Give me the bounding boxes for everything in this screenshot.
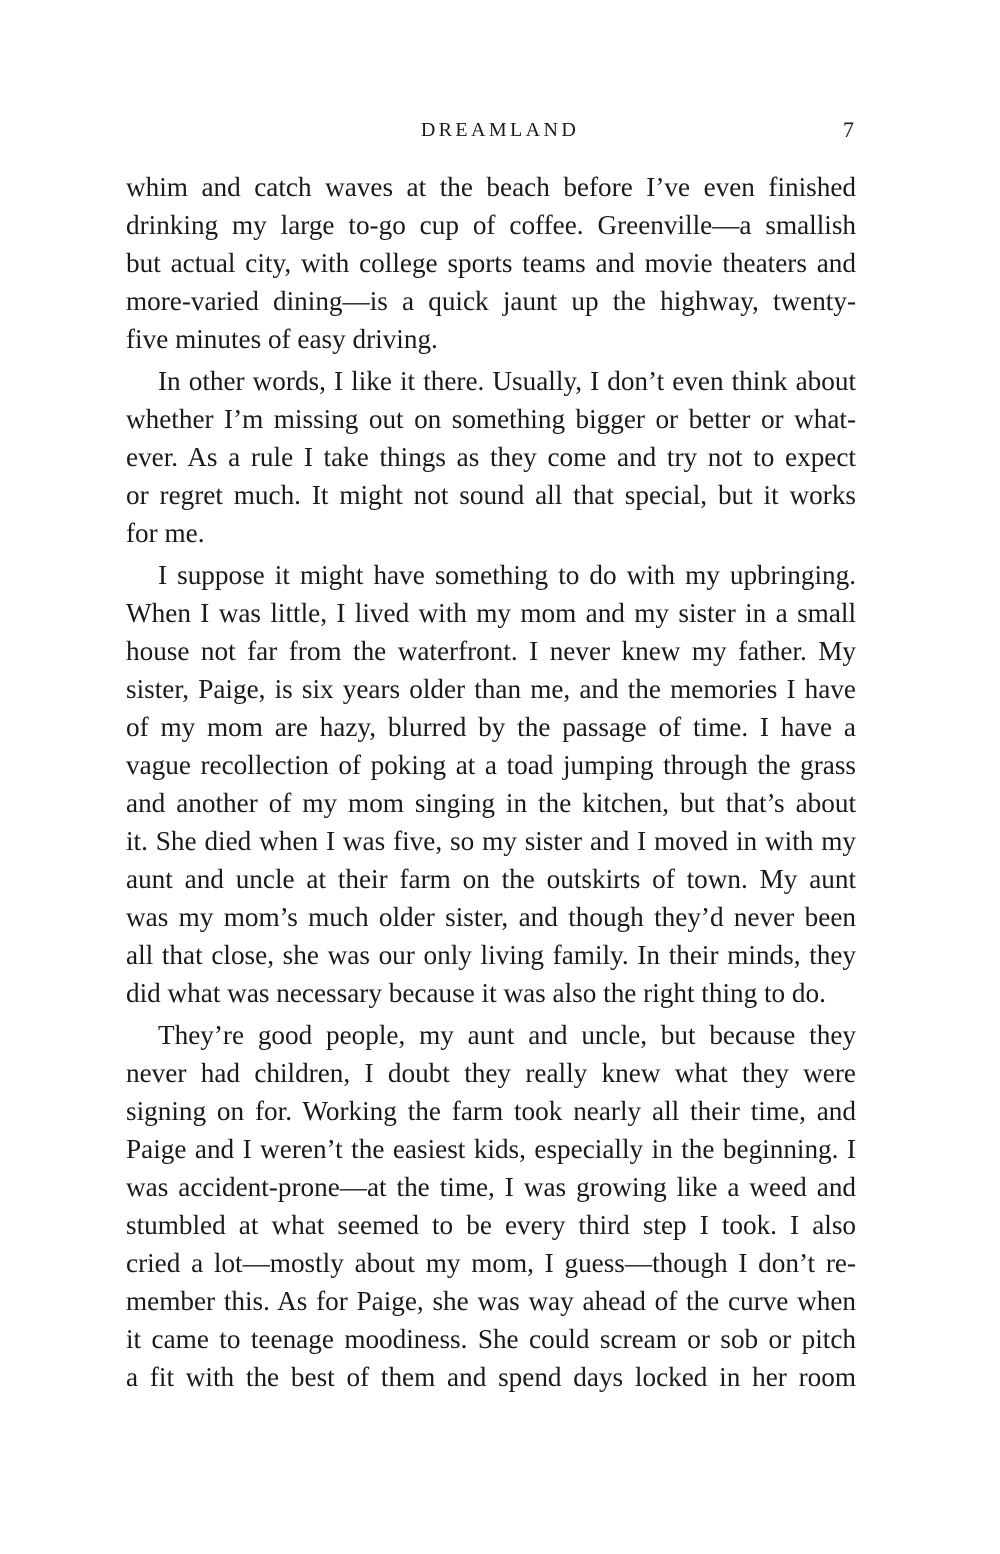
text-line: aunt and uncle at their farm on the outskirts of town. My aunt xyxy=(126,864,856,894)
text-line: more-varied dining—is a quick jaunt up the highway, twenty- xyxy=(126,286,856,316)
text-line: or regret much. It might not sound all that special, but it works xyxy=(126,480,856,510)
text-line: sister, Paige, is six years older than me, and the memories I have xyxy=(126,674,856,704)
text-line: ever. As a rule I take things as they come and try not to expect xyxy=(126,442,856,472)
running-title: DREAMLAND xyxy=(420,119,580,141)
text-line: a fit with the best of them and spend days locked in her room xyxy=(126,1362,856,1392)
text-line: stumbled at what seemed to be every third step I took. I also xyxy=(126,1210,856,1240)
text-line: for me. xyxy=(126,518,205,548)
text-line: five minutes of easy driving. xyxy=(126,324,438,354)
text-line: did what was necessary because it was also the right thing to do. xyxy=(126,978,826,1008)
running-head xyxy=(0,117,1000,143)
text-line: I suppose it might have something to do with my upbringing. xyxy=(158,560,856,590)
text-line: In other words, I like it there. Usually, I don’t even think about xyxy=(158,366,856,396)
text-line: was my mom’s much older sister, and though they’d never been xyxy=(126,902,856,932)
text-line: Paige and I weren’t the easiest kids, especially in the beginning. I xyxy=(126,1134,856,1164)
text-line: cried a lot—mostly about my mom, I guess—though I don’t re- xyxy=(126,1248,856,1278)
text-line: whether I’m missing out on something bigger or better or what- xyxy=(126,404,856,434)
text-line: never had children, I doubt they really knew what they were xyxy=(126,1058,856,1088)
text-line: of my mom are hazy, blurred by the passage of time. I have a xyxy=(126,712,856,742)
text-line: drinking my large to-go cup of coffee. Greenville—a smallish xyxy=(126,210,856,240)
text-line: was accident-prone—at the time, I was growing like a weed and xyxy=(126,1172,856,1202)
body-text xyxy=(126,168,856,1396)
text-line: whim and catch waves at the beach before I’ve even finished xyxy=(126,172,856,202)
text-line: and another of my mom singing in the kitchen, but that’s about xyxy=(126,788,856,818)
text-line: but actual city, with college sports teams and movie theaters and xyxy=(126,248,856,278)
text-line: it. She died when I was five, so my sister and I moved in with my xyxy=(126,826,856,856)
text-line: signing on for. Working the farm took nearly all their time, and xyxy=(126,1096,856,1126)
text-line: When I was little, I lived with my mom and my sister in a small xyxy=(126,598,856,628)
text-line: all that close, she was our only living family. In their minds, they xyxy=(126,940,856,970)
text-line: vague recollection of poking at a toad jumping through the grass xyxy=(126,750,856,780)
text-line: house not far from the waterfront. I never knew my father. My xyxy=(126,636,856,666)
text-line: They’re good people, my aunt and uncle, but because they xyxy=(158,1020,856,1050)
text-line: it came to teenage moodiness. She could scream or sob or pitch xyxy=(126,1324,856,1354)
text-line: member this. As for Paige, she was way ahead of the curve when xyxy=(126,1286,856,1316)
page-number: 7 xyxy=(843,117,854,142)
